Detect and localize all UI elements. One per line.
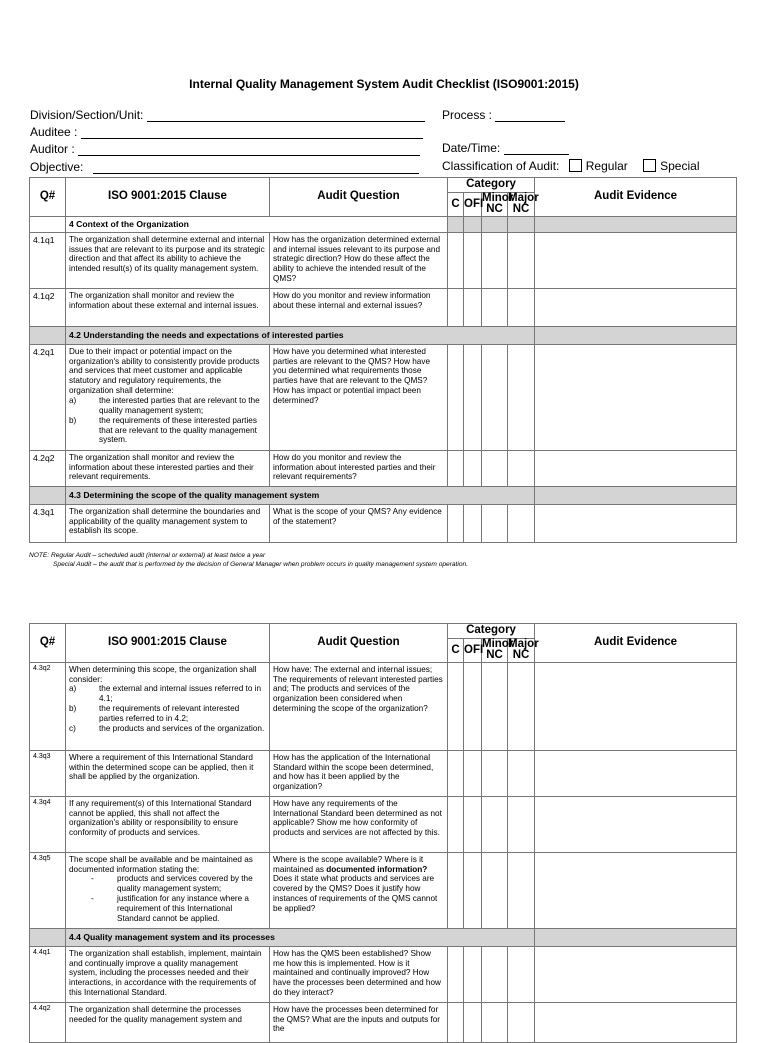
question-number: 4.3q3 [30, 750, 66, 796]
process-field [442, 108, 565, 122]
list-item: - products and services covered by the quality management system; [91, 874, 253, 894]
clause-text [66, 662, 270, 750]
audit-question: How do you monitor and review the information about interested parties and their relevant requirements? [270, 450, 448, 486]
clause-text: Where a requirement of this International Standard within the determined scope can be applied, then it shall be applied by the organization. [66, 750, 270, 796]
col-minor-nc-header: Minor NC [482, 637, 514, 662]
question-number: 4.3q1 [30, 504, 66, 542]
datetime-input-line[interactable] [504, 143, 569, 155]
category-c-cell[interactable] [448, 750, 464, 796]
section-title: 4 Context of the Organization [66, 216, 448, 232]
category-minor-nc-cell[interactable] [482, 450, 508, 486]
col-clause-header: ISO 9001:2015 Clause [66, 178, 270, 217]
audit-evidence-cell[interactable] [535, 946, 737, 1002]
audit-question: How has the organization determined external and internal issues relevant to its purpose and strategic direction? How do these affect the ability to achieve the intended result of the QMS? [270, 232, 448, 288]
col-clause-header: ISO 9001:2015 Clause [66, 624, 270, 663]
clause-intro: When determining this scope, the organization shall consider: [69, 664, 257, 684]
category-minor-nc-cell[interactable] [482, 344, 508, 450]
audit-question: How do you monitor and review information about these internal and external issues? [270, 288, 448, 326]
clause-text: The organization shall determine external and internal issues that are relevant to its purpose and its strategic direction and that affect its ability to achieve the intended result(s) of its quality management system. [66, 232, 270, 288]
question-number: 4.2q2 [30, 450, 66, 486]
objective-label: Objective: [30, 160, 84, 174]
audit-evidence-cell[interactable] [535, 750, 737, 796]
regular-label: Regular [585, 159, 628, 173]
table-row [30, 504, 737, 542]
category-c-cell[interactable] [448, 946, 464, 1002]
section-title: 4.4 Quality management system and its processes [66, 928, 535, 946]
audit-evidence-cell[interactable] [535, 450, 737, 486]
audit-note [29, 552, 468, 570]
category-c-cell[interactable] [448, 796, 464, 852]
category-ofi-cell[interactable] [464, 750, 482, 796]
category-c-cell[interactable] [448, 1002, 464, 1042]
auditor-label: Auditor : [30, 142, 75, 156]
category-c-cell[interactable] [448, 288, 464, 326]
section-row [30, 486, 737, 504]
process-input-line[interactable] [495, 110, 565, 122]
clause-text [66, 344, 270, 450]
category-ofi-cell[interactable] [464, 232, 482, 288]
clause-text: The organization shall establish, implement, maintain and continually improve a quality management system, including the processes needed and their interactions, in accordance with the requirements of this International Standard. [66, 946, 270, 1002]
category-ofi-cell[interactable] [464, 288, 482, 326]
category-major-nc-cell[interactable] [508, 450, 535, 486]
category-c-cell[interactable] [448, 344, 464, 450]
table-row [30, 662, 737, 750]
col-ofi-header: OFI [464, 638, 482, 662]
auditee-input-line[interactable] [81, 127, 423, 139]
classification-field [442, 159, 699, 173]
audit-evidence-cell[interactable] [535, 504, 737, 542]
category-minor-nc-cell[interactable] [482, 946, 508, 1002]
category-minor-nc-cell[interactable] [482, 662, 508, 750]
col-evidence-header: Audit Evidence [535, 178, 737, 217]
category-minor-nc-cell[interactable] [482, 1002, 508, 1042]
list-item: - justification for any instance where a requirement of this International Standard cannot be applied. [91, 894, 249, 923]
objective-input-line[interactable] [93, 162, 419, 174]
list-item: b) the requirements of relevant interested parties referred to in 4.2; [69, 704, 240, 724]
section-title: 4.3 Determining the scope of the quality management system [66, 486, 535, 504]
classification-label: Classification of Audit: [442, 159, 560, 173]
category-major-nc-cell[interactable] [508, 288, 535, 326]
question-number: 4.3q4 [30, 796, 66, 852]
table-header-row [30, 624, 737, 639]
audit-evidence-cell[interactable] [535, 1002, 737, 1042]
category-ofi-cell[interactable] [464, 450, 482, 486]
table-row [30, 288, 737, 326]
audit-question: How have: The external and internal issues; The requirements of relevant interested parties and; The products and services of the organization been considered when determining the scope of the organization? [270, 662, 448, 750]
datetime-field [442, 141, 569, 155]
section-row [30, 326, 737, 344]
clause-text: The organization shall determine the processes needed for the quality management system and [66, 1002, 270, 1042]
col-evidence-header: Audit Evidence [535, 624, 737, 663]
clause-text: The organization shall determine the boundaries and applicability of the quality management system to establish its scope. [66, 504, 270, 542]
question-number: 4.1q2 [30, 288, 66, 326]
category-minor-nc-cell[interactable] [482, 232, 508, 288]
category-ofi-cell[interactable] [464, 796, 482, 852]
category-minor-nc-cell[interactable] [482, 852, 508, 928]
audit-evidence-cell[interactable] [535, 662, 737, 750]
note-line-1: NOTE: Regular Audit – scheduled audit (internal or external) at least twice a year [29, 552, 266, 559]
category-ofi-cell[interactable] [464, 852, 482, 928]
list-item: b) the requirements of these interested parties that are relevant to the quality management system. [69, 415, 257, 445]
category-minor-nc-cell[interactable] [482, 796, 508, 852]
special-label: Special [660, 159, 700, 173]
question-number: 4.3q2 [30, 662, 66, 750]
col-category-header: Category [448, 624, 535, 639]
audit-table-1 [29, 177, 737, 543]
col-major-nc-header: Major NC [508, 191, 539, 216]
audit-question: How have any requirements of the International Standard been determined as not applicable? Show me how conformity of products and services are not affected by this. [270, 796, 448, 852]
category-major-nc-cell[interactable] [508, 662, 535, 750]
category-ofi-cell[interactable] [464, 504, 482, 542]
category-major-nc-cell[interactable] [508, 796, 535, 852]
col-c-header: C [448, 192, 464, 216]
col-minor-nc-header: Minor NC [482, 191, 514, 216]
audit-evidence-cell[interactable] [535, 344, 737, 450]
col-category-header: Category [448, 178, 535, 193]
audit-evidence-cell[interactable] [535, 852, 737, 928]
col-qnum-header: Q# [30, 178, 66, 217]
clause-text [66, 852, 270, 928]
category-c-cell[interactable] [448, 504, 464, 542]
audit-question: How have the processes been determined for the QMS? What are the inputs and outputs for the [270, 1002, 448, 1042]
table-row [30, 344, 737, 450]
audit-question: How has the application of the International Standard within the scope been determined, and how has it been applied by the organization? [270, 750, 448, 796]
section-row [30, 928, 737, 946]
category-minor-nc-cell[interactable] [482, 750, 508, 796]
table-row [30, 750, 737, 796]
question-number: 4.3q5 [30, 852, 66, 928]
list-item: a) the interested parties that are relevant to the quality management system; [69, 396, 260, 415]
category-ofi-cell[interactable] [464, 662, 482, 750]
regular-checkbox[interactable] [569, 159, 582, 172]
table-row [30, 232, 737, 288]
category-major-nc-cell[interactable] [508, 852, 535, 928]
document-title: Internal Quality Management System Audit Checklist (ISO9001:2015) [189, 77, 579, 91]
question-number: 4.1q1 [30, 232, 66, 288]
category-ofi-cell[interactable] [464, 946, 482, 1002]
table-row [30, 852, 737, 928]
list-item: c) the products and services of the organization. [69, 723, 265, 733]
clause-text: The organization shall monitor and review the information about these interested parties and their relevant requirements. [66, 450, 270, 486]
process-label: Process : [442, 108, 493, 122]
question-number: 4.4q2 [30, 1002, 66, 1042]
audit-question: Where is the scope available? Where is it maintained as documented information? Does it state what products and services are covered by the QMS? Does it justify how instances of requirements of the QMS cannot be applied? [270, 852, 448, 928]
category-major-nc-cell[interactable] [508, 1002, 535, 1042]
division-input-line[interactable] [147, 110, 425, 122]
special-checkbox[interactable] [643, 159, 656, 172]
category-c-cell[interactable] [448, 852, 464, 928]
col-question-header: Audit Question [270, 624, 448, 663]
category-c-cell[interactable] [448, 450, 464, 486]
col-qnum-header: Q# [30, 624, 66, 663]
audit-table-2 [29, 623, 737, 1043]
clause-text: The organization shall monitor and review the information about these external and internal issues. [66, 288, 270, 326]
col-major-nc-header: Major NC [508, 637, 539, 662]
col-ofi-header: OFI [464, 192, 482, 216]
table-header-row [30, 178, 737, 193]
clause-intro: Due to their impact or potential impact on the organization's ability to consistently provide products and services that meet customer and applicable statutory and regulatory requirements, the organization shall determine: [69, 346, 260, 396]
audit-question: How has the QMS been established? Show me how this is implemented. How is it maintained and continually improved? How have the processes been determined and how do they interact? [270, 946, 448, 1002]
question-number: 4.4q1 [30, 946, 66, 1002]
auditee-field [30, 125, 423, 139]
division-field [30, 108, 425, 122]
clause-text: If any requirement(s) of this International Standard cannot be applied, this shall not affect the organization's ability or responsibility to ensure conformity of products and services. [66, 796, 270, 852]
col-c-header: C [448, 638, 464, 662]
col-question-header: Audit Question [270, 178, 448, 217]
auditee-label: Auditee : [30, 125, 78, 139]
question-number: 4.2q1 [30, 344, 66, 450]
category-major-nc-cell[interactable] [508, 750, 535, 796]
category-minor-nc-cell[interactable] [482, 288, 508, 326]
note-line-2: Special Audit – the audit that is performed by the decision of General Manager when problem occurs in quality management system operation. [53, 560, 469, 568]
category-major-nc-cell[interactable] [508, 946, 535, 1002]
category-ofi-cell[interactable] [464, 344, 482, 450]
category-c-cell[interactable] [448, 662, 464, 750]
clause-intro: The scope shall be available and be maintained as documented information stating the: [69, 854, 253, 874]
audit-evidence-cell[interactable] [535, 288, 737, 326]
division-label: Division/Section/Unit: [30, 108, 144, 122]
audit-question: How have you determined what interested parties are relevant to the QMS? How have you determined what requirements those parties have that are relevant to the QMS? How has impact or potential impact been determined? [270, 344, 448, 450]
table-row [30, 1002, 737, 1042]
section-title: 4.2 Understanding the needs and expectations of interested parties [66, 326, 535, 344]
auditor-input-line[interactable] [78, 144, 420, 156]
category-minor-nc-cell[interactable] [482, 504, 508, 542]
table-row [30, 796, 737, 852]
documented-information-emphasis: documented information? [326, 864, 428, 874]
section-row [30, 216, 737, 232]
category-major-nc-cell[interactable] [508, 504, 535, 542]
category-ofi-cell[interactable] [464, 1002, 482, 1042]
category-major-nc-cell[interactable] [508, 344, 535, 450]
category-c-cell[interactable] [448, 232, 464, 288]
list-item: a) the external and internal issues referred to in 4.1; [69, 684, 262, 704]
audit-question: What is the scope of your QMS? Any evidence of the statement? [270, 504, 448, 542]
objective-field [30, 160, 419, 174]
audit-evidence-cell[interactable] [535, 232, 737, 288]
table-row [30, 946, 737, 1002]
datetime-label: Date/Time: [442, 141, 501, 155]
table-row [30, 450, 737, 486]
category-major-nc-cell[interactable] [508, 232, 535, 288]
audit-evidence-cell[interactable] [535, 796, 737, 852]
auditor-field [30, 142, 420, 156]
